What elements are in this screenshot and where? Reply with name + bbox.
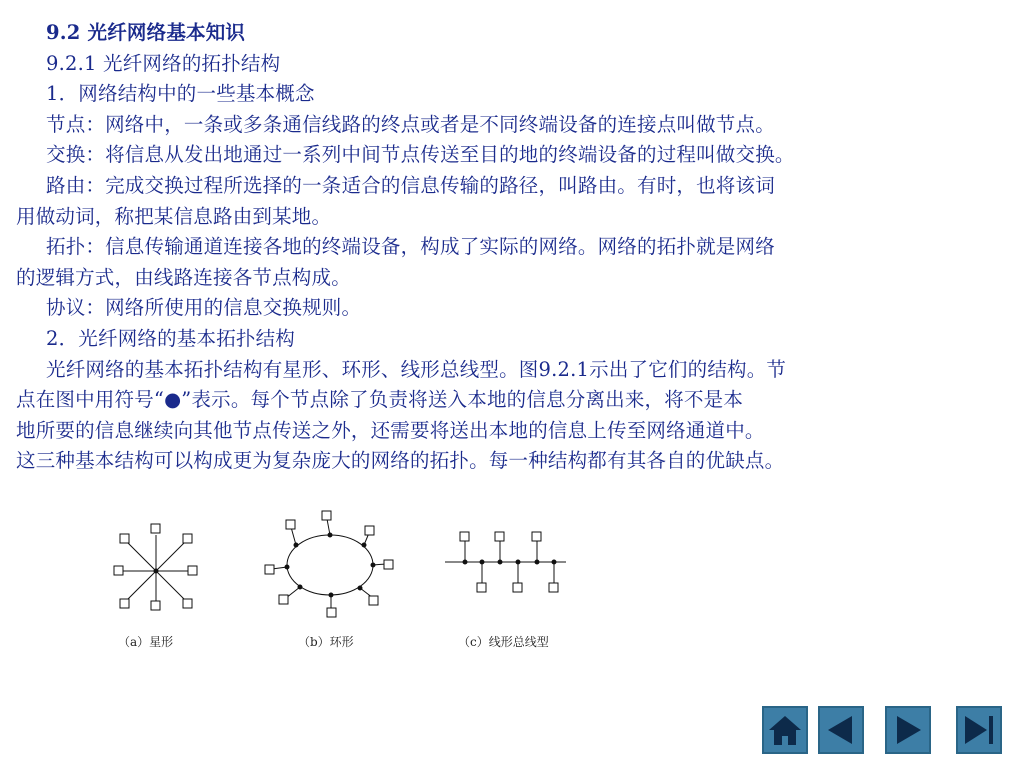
paragraph-protocol: 协议：网络所使用的信息交换规则。: [46, 296, 362, 320]
paragraph-switch: 交换：将信息从发出地通过一系列中间节点传送至目的地的终端设备的过程叫做交换。: [46, 143, 795, 167]
paragraph-topology-line1: 拓扑：信息传输通道连接各地的终端设备，构成了实际的网络。网络的拓扑就是网络: [46, 235, 775, 259]
document-body: [16, 18, 1016, 477]
bus-topology-diagram: [445, 532, 566, 592]
previous-button[interactable]: [818, 706, 864, 754]
paragraph-topology-line2: 的逻辑方式，由线路连接各节点构成。: [16, 265, 351, 289]
caption-ring: （b）环形: [298, 635, 354, 649]
paragraph-route-line2: 用做动词，称把某信息路由到某地。: [16, 204, 332, 228]
previous-icon: [818, 706, 864, 754]
paragraph-basic-line2: 点在图中用符号“●”表示。每个节点除了负责将送入本地的信息分离出来，将不是本: [16, 388, 744, 412]
paragraph-basic-line1: 光纤网络的基本拓扑结构有星形、环形、线形总线型。图9.2.1示出了它们的结构。节: [46, 357, 787, 381]
paragraph-basic-line3: 地所要的信息继续向其他节点传送之外，还需要将送出本地的信息上传至网络通道中。: [16, 418, 765, 442]
last-button[interactable]: [956, 706, 1002, 754]
heading-basic-concepts: 1．网络结构中的一些基本概念: [46, 82, 315, 106]
home-icon: [762, 706, 808, 754]
next-icon: [885, 706, 931, 754]
home-button[interactable]: [762, 706, 808, 754]
section-subtitle: 9.2.1 光纤网络的拓扑结构: [46, 51, 281, 75]
ring-topology-diagram: [265, 511, 393, 617]
caption-star: （a）星形: [118, 635, 174, 649]
section-title: 9.2 光纤网络基本知识: [46, 21, 246, 44]
topology-diagrams: [90, 505, 590, 630]
caption-bus: （c）线形总线型: [458, 635, 549, 649]
paragraph-basic-line4: 这三种基本结构可以构成更为复杂庞大的网络的拓扑。每一种结构都有其各自的优缺点。: [16, 449, 785, 473]
next-button[interactable]: [885, 706, 931, 754]
star-topology-diagram: [114, 524, 197, 610]
paragraph-route-line1: 路由：完成交换过程所选择的一条适合的信息传输的路径，叫路由。有时，也将该词: [46, 173, 775, 197]
last-icon: [956, 706, 1002, 754]
paragraph-node: 节点：网络中，一条或多条通信线路的终点或者是不同终端设备的连接点叫做节点。: [46, 112, 775, 136]
heading-basic-topology: 2．光纤网络的基本拓扑结构: [46, 326, 296, 350]
topology-figure: [90, 505, 590, 655]
